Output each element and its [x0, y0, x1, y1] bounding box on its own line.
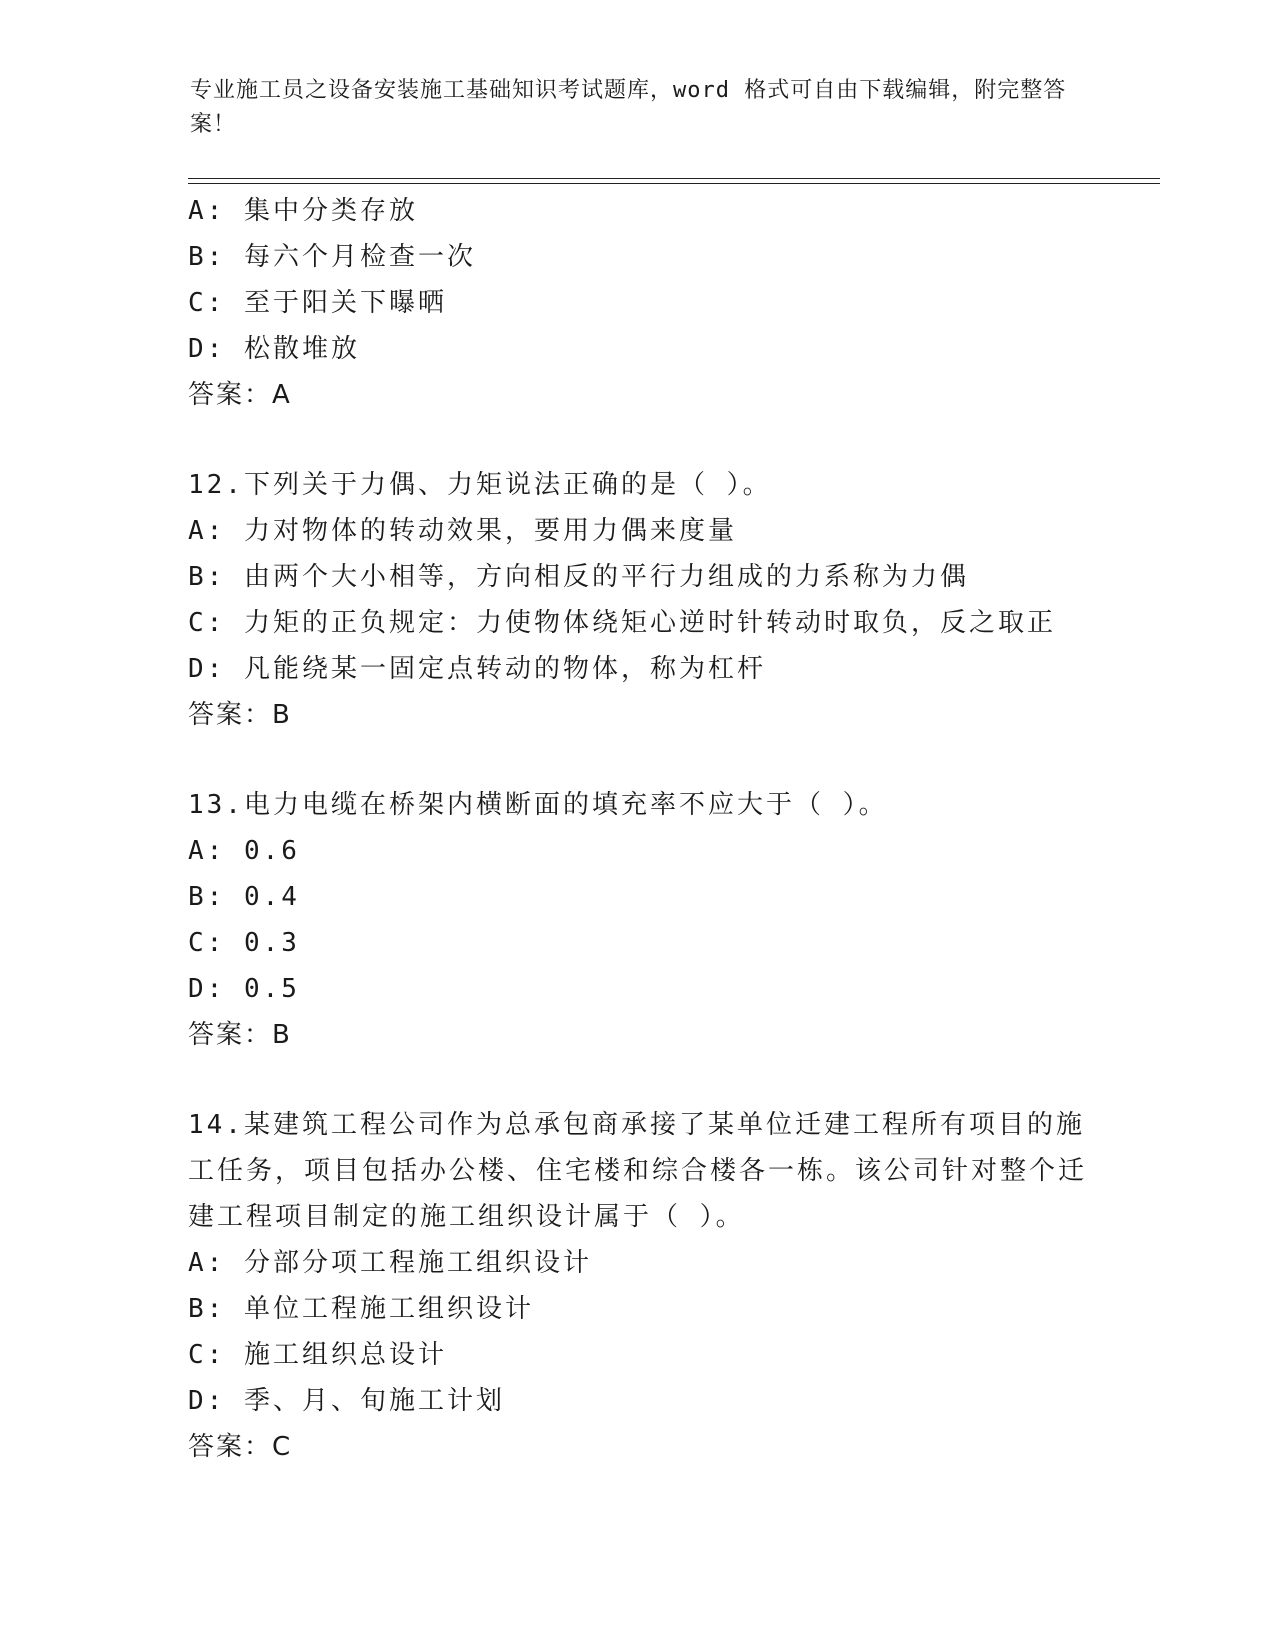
option-c: C: 0.3: [188, 928, 300, 958]
option-d: D: 凡能绕某一固定点转动的物体，称为杠杆: [188, 654, 766, 684]
answer-line: 答案：B: [188, 700, 292, 730]
option-c: C: 至于阳关下曝晒: [188, 288, 447, 318]
option-c: C: 施工组织总设计: [188, 1340, 447, 1370]
option-d: D: 0.5: [188, 974, 300, 1004]
answer-line: 答案：B: [188, 1020, 292, 1050]
option-c: C: 力矩的正负规定：力使物体绕矩心逆时针转动时取负，反之取正: [188, 608, 1056, 638]
question-block-12: [188, 462, 1108, 738]
question-block-13: [188, 782, 1108, 1058]
question-content: [188, 188, 1108, 1470]
question-block-14: [188, 1102, 1108, 1470]
option-b: B: 0.4: [188, 882, 300, 912]
question-text: 12.下列关于力偶、力矩说法正确的是（ ）。: [188, 470, 772, 500]
option-b: B: 每六个月检查一次: [188, 242, 476, 272]
option-a: A: 力对物体的转动效果，要用力偶来度量: [188, 516, 737, 546]
option-a: A: 集中分类存放: [188, 196, 418, 226]
option-d: D: 季、月、旬施工计划: [188, 1386, 505, 1416]
option-a: A: 0.6: [188, 836, 300, 866]
question-text: 13.电力电缆在桥架内横断面的填充率不应大于（ ）。: [188, 790, 888, 820]
option-b: B: 由两个大小相等，方向相反的平行力组成的力系称为力偶: [188, 562, 969, 592]
header-note: 专业施工员之设备安装施工基础知识考试题库，word 格式可自由下载编辑，附完整答案！: [190, 78, 1067, 137]
option-d: D: 松散堆放: [188, 334, 360, 364]
answer-line: 答案：C: [188, 1432, 293, 1462]
option-a: A: 分部分项工程施工组织设计: [188, 1248, 592, 1278]
header-rule-bottom: [188, 183, 1160, 184]
prev-question-block: [188, 188, 1108, 418]
answer-line: 答案：A: [188, 380, 292, 410]
option-b: B: 单位工程施工组织设计: [188, 1294, 534, 1324]
question-text: 14.某建筑工程公司作为总承包商承接了某单位迁建工程所有项目的施工任务，项目包括办公楼、住宅楼和综合楼各一栋。该公司针对整个迁建工程项目制定的施工组织设计属于（ ）。: [188, 1110, 1088, 1232]
header-rule-top: [188, 178, 1160, 179]
